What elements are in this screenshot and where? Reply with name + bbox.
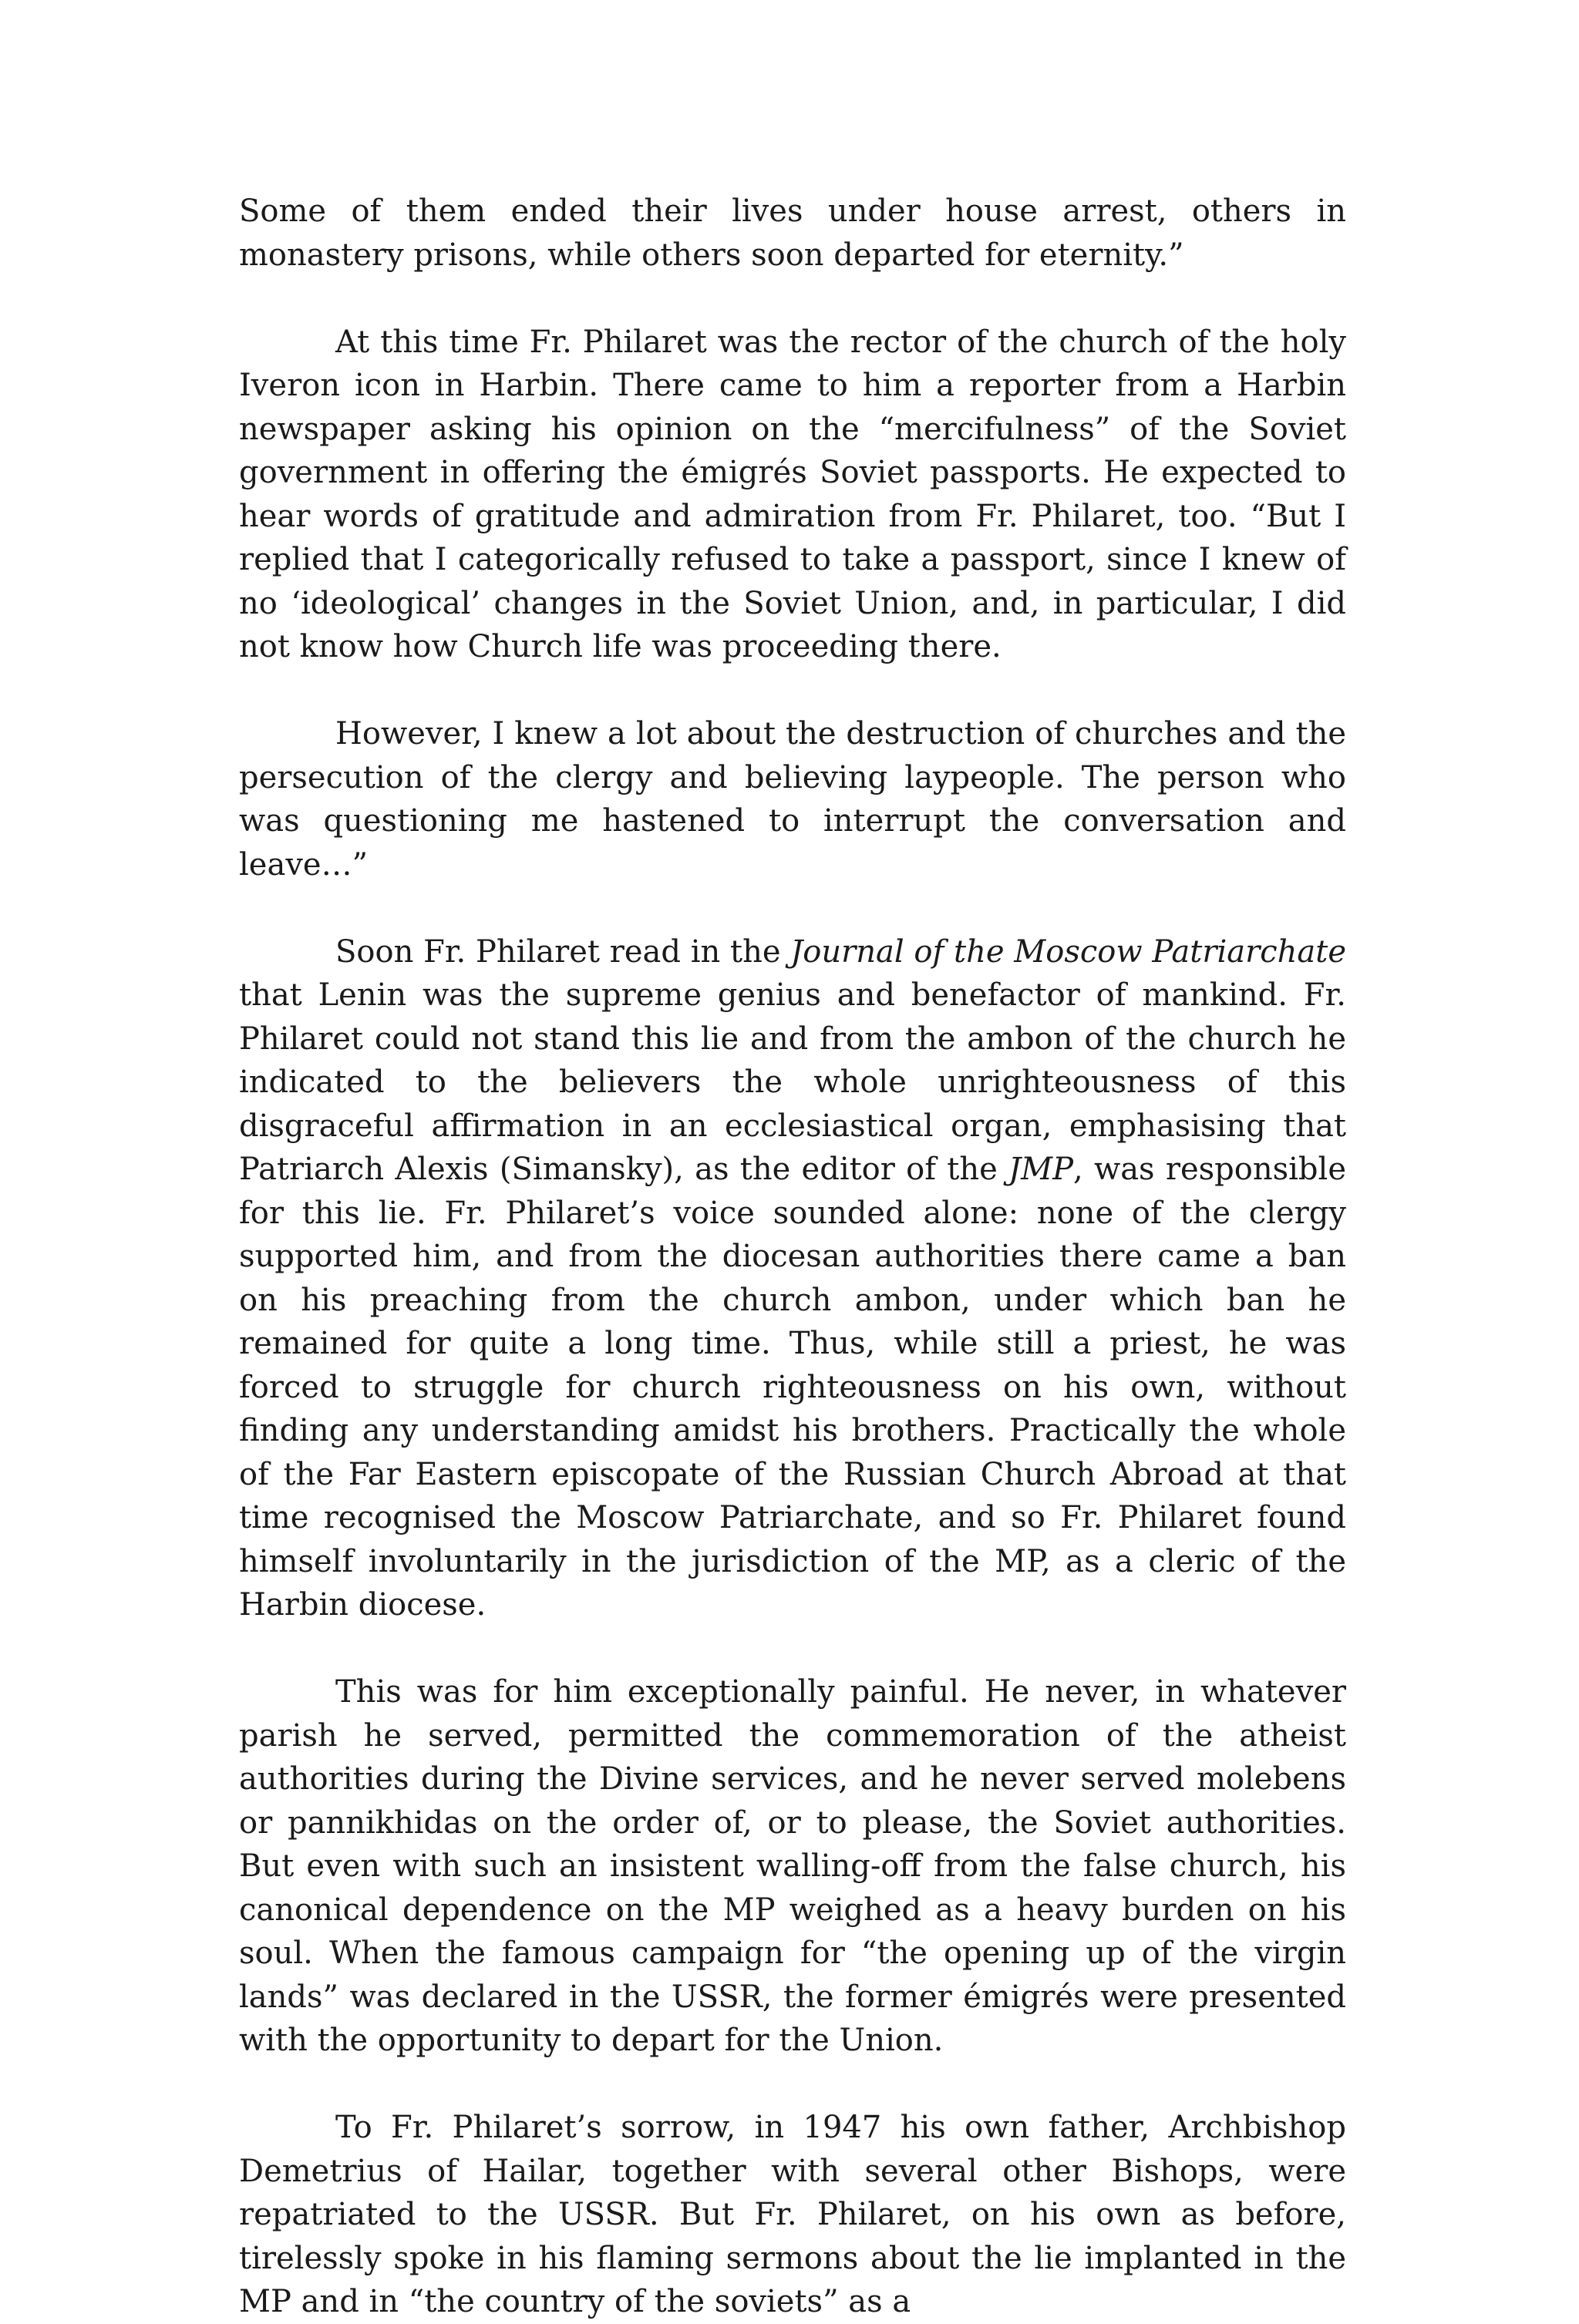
paragraph-3 — [239, 712, 1346, 886]
paragraph-text: that Lenin was the supreme genius and benefactor of mankind. Fr. Philaret could not stand this lie and from the ambon of the church he indicated to the believers the whole unrighteousness of this disgraceful affirmation in an ecclesiastical organ, emphasising that Patriarch Alexis (Simansky), as the editor of the — [239, 977, 1346, 1187]
paragraph-text: This was for him exceptionally painful. He never, in whatever parish he served, permitted the commemoration of the atheist authorities during the Divine services, and he never served molebens or pannikhidas on the order of, or to please, the Soviet authorities. But even with such an insistent walling-off from the false church, his canonical dependence on the MP weighed as a heavy burden on his soul. When the famous campaign for “the opening up of the virgin lands” was declared in the USSR, the former émigrés were presented with the opportunity to depart for the Union. — [239, 1674, 1346, 2058]
document-page — [239, 190, 1346, 2324]
paragraph-text: Some of them ended their lives under house arrest, others in monastery prisons, while others soon departed for eternity.” — [239, 193, 1346, 273]
paragraph-text: To Fr. Philaret’s sorrow, in 1947 his own father, Archbishop Demetrius of Hailar, together with several other Bishops, were repatriated to the USSR. But Fr. Philaret, on his own as before, tirelessly spoke in his flaming sermons about the lie implanted in the MP and in “the country of the soviets” as a — [239, 2110, 1346, 2319]
paragraph-text: At this time Fr. Philaret was the rector of the church of the holy Iveron icon in Harbin. There came to him a reporter from a Harbin newspaper asking his opinion on the “mercifulness” of the Soviet government in offering the émigrés Soviet passports. He expected to hear words of gratitude and admiration from Fr. Philaret, too. “But I replied that I categorically refused to take a passport, since I knew of no ‘ideological’ changes in the Soviet Union, and, in particular, I did not know how Church life was proceeding there. — [239, 324, 1346, 664]
paragraph-1 — [239, 190, 1346, 277]
jmp-abbreviation-italic: JMP — [1008, 1152, 1073, 1187]
paragraph-text: Soon Fr. Philaret read in the — [335, 933, 791, 970]
paragraph-5 — [239, 1670, 1346, 2063]
paragraph-text: , was responsible for this lie. Fr. Philaret’s voice sounded alone: none of the clergy supported him, and from the diocesan authorities there came a ban on his preaching from the church ambon, under which ban he remained for quite a long time. Thus, while still a priest, he was forced to struggle for church righteousness on his own, without finding any understanding amidst his brothers. Practically the whole of the Far Eastern episcopate of the Russian Church Abroad at that time recognised the Moscow Patriarchate, and so Fr. Philaret found himself involuntarily in the jurisdiction of the MP, as a cleric of the Harbin diocese. — [239, 1152, 1346, 1623]
paragraph-text: However, I knew a lot about the destruction of churches and the persecution of the clergy and believing laypeople. The person who was questioning me hastened to interrupt the conversation and leave…” — [239, 716, 1346, 883]
paragraph-2 — [239, 321, 1346, 669]
journal-title-italic: Journal of the Moscow Patriarchate — [790, 933, 1346, 970]
paragraph-6 — [239, 2106, 1346, 2324]
paragraph-4 — [239, 930, 1346, 1627]
